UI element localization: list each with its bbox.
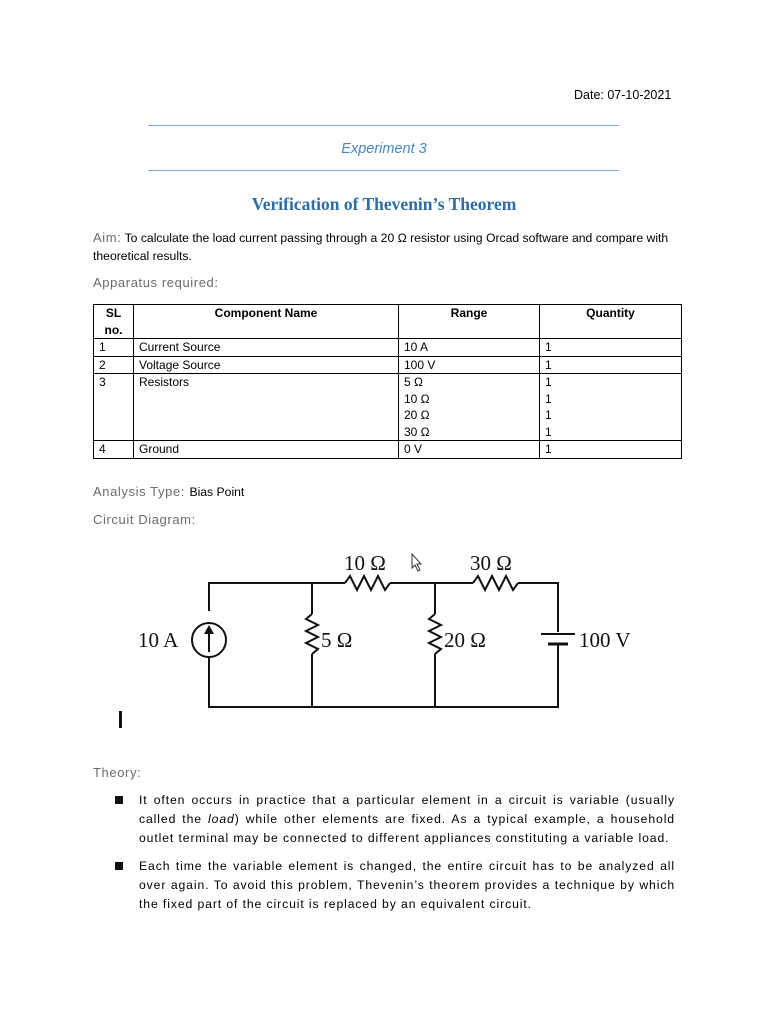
theory-text: It often occurs in practice that a particular element in a circuit is variable (usually called the <box>139 793 675 826</box>
header-component: Component Name <box>134 305 399 339</box>
current-source-arrowhead <box>204 625 214 634</box>
cell-range: 100 V <box>399 356 540 374</box>
cell-name: Current Source <box>134 339 399 357</box>
label-current-source: 10 A <box>138 628 179 652</box>
resistor-5-zigzag <box>306 614 318 654</box>
bottom-divider <box>148 170 619 171</box>
cell-qty: 1 <box>540 441 682 459</box>
cell-name: Resistors <box>134 374 399 441</box>
cell-sl: 4 <box>94 441 134 459</box>
cell-name: Voltage Source <box>134 356 399 374</box>
range-line: 30 Ω <box>404 424 430 439</box>
theory-text: ) while other elements are fixed. As a typical example, a household outlet terminal may be connected to different appliances constituting a variable load. <box>139 812 675 845</box>
aim-text: To calculate the load current passing through a 20 Ω resistor using Orcad software and compare with theoretical results. <box>93 231 669 263</box>
header-range: Range <box>399 305 540 339</box>
circuit-heading: Circuit Diagram: <box>93 512 196 527</box>
cell-range <box>399 374 540 441</box>
list-item <box>115 857 675 914</box>
analysis-type <box>93 483 244 501</box>
header-sl: SL no. <box>94 305 134 339</box>
table-row <box>94 339 682 357</box>
qty-line: 1 <box>545 375 552 389</box>
cell-qty: 1 <box>540 356 682 374</box>
cell-name: Ground <box>134 441 399 459</box>
bullet-square-icon <box>115 796 123 804</box>
cell-qty: 1 <box>540 339 682 357</box>
wire-left-top <box>209 583 345 611</box>
resistor-30-zigzag <box>473 576 518 590</box>
cell-qty <box>540 374 682 441</box>
label-voltage-source: 100 V <box>579 628 631 652</box>
label-r10: 10 Ω <box>344 551 386 575</box>
list-item <box>115 791 675 848</box>
theory-heading: Theory: <box>93 765 142 780</box>
table-row <box>94 356 682 374</box>
analysis-value: Bias Point <box>189 485 245 499</box>
aim-label: Aim: <box>93 230 122 245</box>
qty-line: 1 <box>545 408 552 422</box>
apparatus-table <box>93 304 682 459</box>
range-line: 5 Ω <box>404 375 423 389</box>
resistor-20-zigzag <box>429 614 441 654</box>
apparatus-heading: Apparatus required: <box>93 275 219 290</box>
experiment-label: Experiment 3 <box>341 141 427 157</box>
header-quantity: Quantity <box>540 305 682 339</box>
label-r20: 20 Ω <box>444 628 486 652</box>
theory-list <box>115 791 675 923</box>
table-header-row <box>94 305 682 339</box>
cell-sl: 3 <box>94 374 134 441</box>
text-cursor <box>119 711 122 728</box>
label-r5: 5 Ω <box>321 628 353 652</box>
theory-emphasis: load <box>208 812 235 826</box>
qty-line: 1 <box>545 391 552 406</box>
range-line: 10 Ω <box>404 391 430 406</box>
wire-right-top <box>518 583 558 632</box>
cell-sl: 2 <box>94 356 134 374</box>
aim-section <box>93 229 693 265</box>
bullet-square-icon <box>115 862 123 870</box>
document-date: Date: 07-10-2021 <box>574 88 672 102</box>
qty-line: 1 <box>545 424 552 439</box>
page-title: Verification of Thevenin’s Theorem <box>251 194 517 214</box>
top-divider <box>148 125 619 126</box>
cell-range: 0 V <box>399 441 540 459</box>
circuit-diagram <box>130 548 650 718</box>
theory-text: Each time the variable element is changed, the entire circuit has to be analyzed all over again. To avoid this problem, Thevenin’s theorem provides a technique by which the fixed part of the circuit is replaced by an equivalent circuit. <box>139 859 675 911</box>
wire-left-bottom <box>209 658 558 707</box>
label-r30: 30 Ω <box>470 551 512 575</box>
table-row <box>94 374 682 441</box>
cursor-icon <box>412 554 421 571</box>
table-row <box>94 441 682 459</box>
analysis-label: Analysis Type: <box>93 484 185 499</box>
resistor-10-zigzag <box>345 576 390 590</box>
range-line: 20 Ω <box>404 408 430 422</box>
cell-range: 10 A <box>399 339 540 357</box>
cell-sl: 1 <box>94 339 134 357</box>
